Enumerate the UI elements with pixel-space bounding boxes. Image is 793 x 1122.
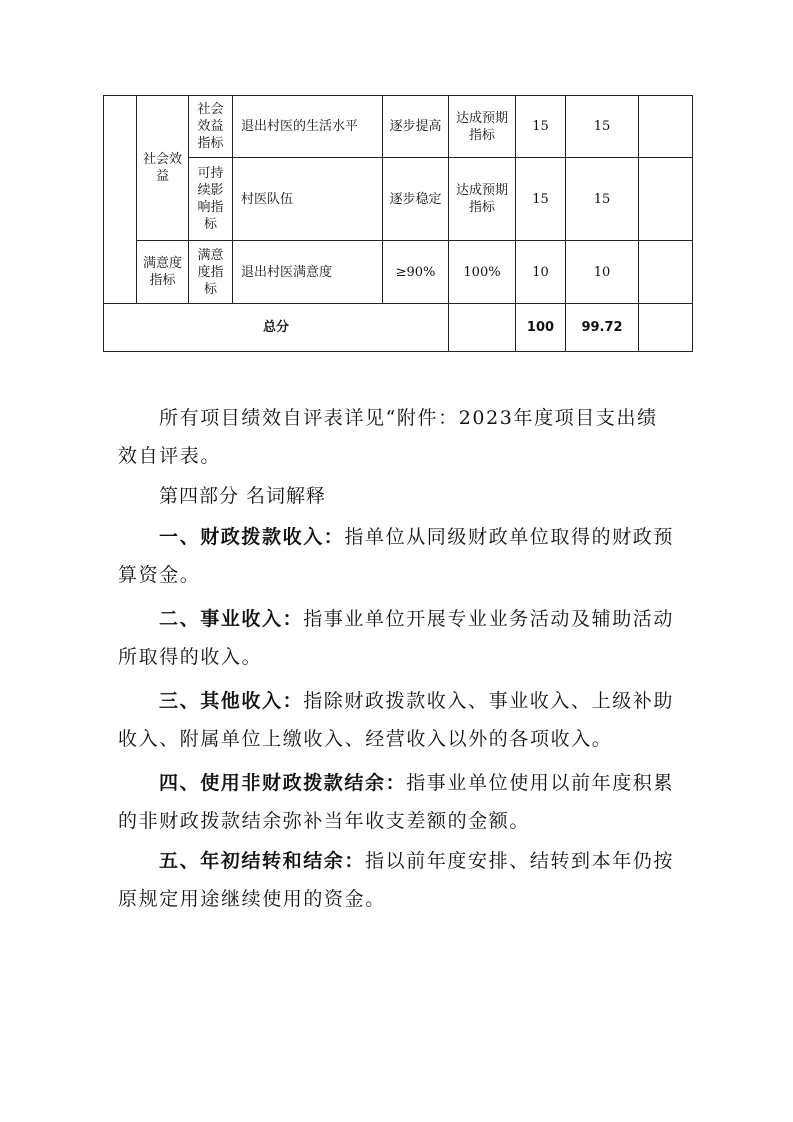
table-cell: 退出村医的生活水平 <box>233 96 383 158</box>
definition-term: 二、事业收入： <box>159 608 304 630</box>
table-cell: ≥90% <box>383 241 449 304</box>
table-cell: 逐步提高 <box>383 96 449 158</box>
total-label: 总分 <box>104 304 449 352</box>
definition-item <box>118 682 678 758</box>
definition-item <box>118 764 678 840</box>
table-row <box>104 158 693 241</box>
total-score: 99.72 <box>566 304 639 352</box>
table-cell: 满意度指标 <box>189 241 233 304</box>
table-cell: 社会效益指标 <box>189 96 233 158</box>
definition-term: 五、年初结转和结余： <box>159 850 366 872</box>
table-cell: 10 <box>566 241 639 304</box>
table-cell: 村医队伍 <box>233 158 383 241</box>
attachment-note: 所有项目绩效自评表详见“附件：2023年度项目支出绩效自评表。 <box>118 407 658 467</box>
definition-text: 指事业单位开展专业业务活动及辅助活动所取得的收入。 <box>118 608 675 668</box>
table-cell <box>639 304 693 352</box>
definition-term: 一、财政拨款收入： <box>159 526 345 548</box>
table-cell: 可持续影响指标 <box>189 158 233 241</box>
table-cell: 退出村医满意度 <box>233 241 383 304</box>
table-cell: 15 <box>566 158 639 241</box>
table-cell: 15 <box>516 96 566 158</box>
table-cell: 达成预期指标 <box>449 158 516 241</box>
table-cell: 达成预期指标 <box>449 96 516 158</box>
table-row <box>104 96 693 158</box>
total-target: 100 <box>516 304 566 352</box>
definition-text: 指单位从同级财政单位取得的财政预算资金。 <box>118 526 675 586</box>
definition-text: 指以前年度安排、结转到本年仍按原规定用途继续使用的资金。 <box>118 850 675 910</box>
table-cell: 15 <box>516 158 566 241</box>
definition-item <box>118 518 678 594</box>
table-cell: 100% <box>449 241 516 304</box>
section-title: 第四部分 名词解释 <box>159 485 327 507</box>
table-cell: 满意度指标 <box>137 241 189 304</box>
definition-term: 四、使用非财政拨款结余： <box>159 772 407 794</box>
table-cell: 社会效益 <box>137 96 189 241</box>
table-cell: 10 <box>516 241 566 304</box>
definition-text: 指事业单位使用以前年度积累的非财政拨款结余弥补当年收支差额的金额。 <box>118 772 675 832</box>
table-cell <box>639 158 693 241</box>
definition-item <box>118 842 678 918</box>
performance-table <box>103 95 693 352</box>
table-cell <box>104 96 137 304</box>
table-cell: 逐步稳定 <box>383 158 449 241</box>
table-cell <box>639 241 693 304</box>
table-total-row <box>104 304 693 352</box>
definition-text: 指除财政拨款收入、事业收入、上级补助收入、附属单位上缴收入、经营收入以外的各项收入。 <box>118 690 675 750</box>
table-cell: 15 <box>566 96 639 158</box>
table-cell <box>639 96 693 158</box>
definition-term: 三、其他收入： <box>159 690 304 712</box>
definition-item <box>118 600 678 676</box>
table-cell <box>449 304 516 352</box>
table-row <box>104 241 693 304</box>
